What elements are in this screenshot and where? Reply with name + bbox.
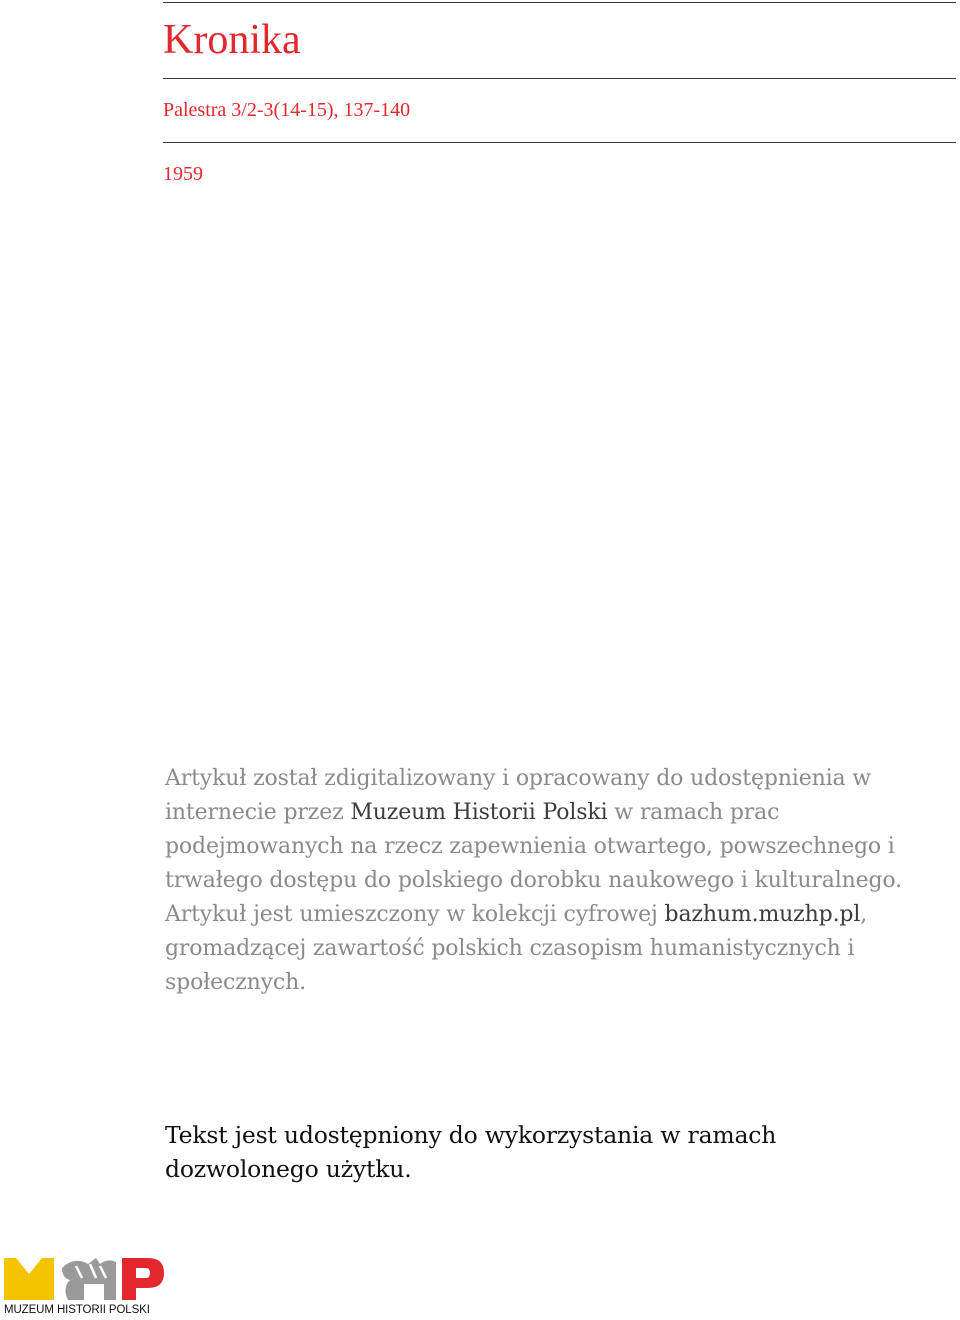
- title-rule: [163, 78, 956, 79]
- license-notice: Tekst jest udostępniony do wykorzystania w ramach dozwolonego użytku.: [165, 1121, 777, 1183]
- publication-year: 1959: [163, 163, 203, 185]
- top-rule: [163, 2, 956, 3]
- source-citation: Palestra 3/2-3(14-15), 137-140: [163, 99, 411, 121]
- museum-name: Muzeum Historii Polski: [350, 800, 608, 825]
- notice-text-2: w ramach prac podejmowanych na rzecz zapewnienia otwartego, powszechnego i trwałego dostępu do polskiego dorobku naukowego i kulturalnego. Artykuł jest umieszczony w kolekcji cyfrowej: [165, 800, 902, 927]
- notice-text-3: , gromadzącej zawartość polskich czasopism humanistycznych i społecznych.: [165, 902, 868, 995]
- document-title: Kronika: [163, 17, 301, 63]
- digitization-notice: [165, 762, 925, 1000]
- museum-logo-icon: [4, 1254, 169, 1304]
- collection-site: bazhum.muzhp.pl: [664, 902, 861, 927]
- source-rule: [163, 142, 956, 143]
- notice-text-1: Artykuł został zdigitalizowany i opracowany do udostępnienia w internecie przez: [165, 766, 871, 825]
- museum-logo-text: MUZEUM HISTORII POLSKI: [4, 1304, 150, 1316]
- museum-logo: [4, 1254, 169, 1318]
